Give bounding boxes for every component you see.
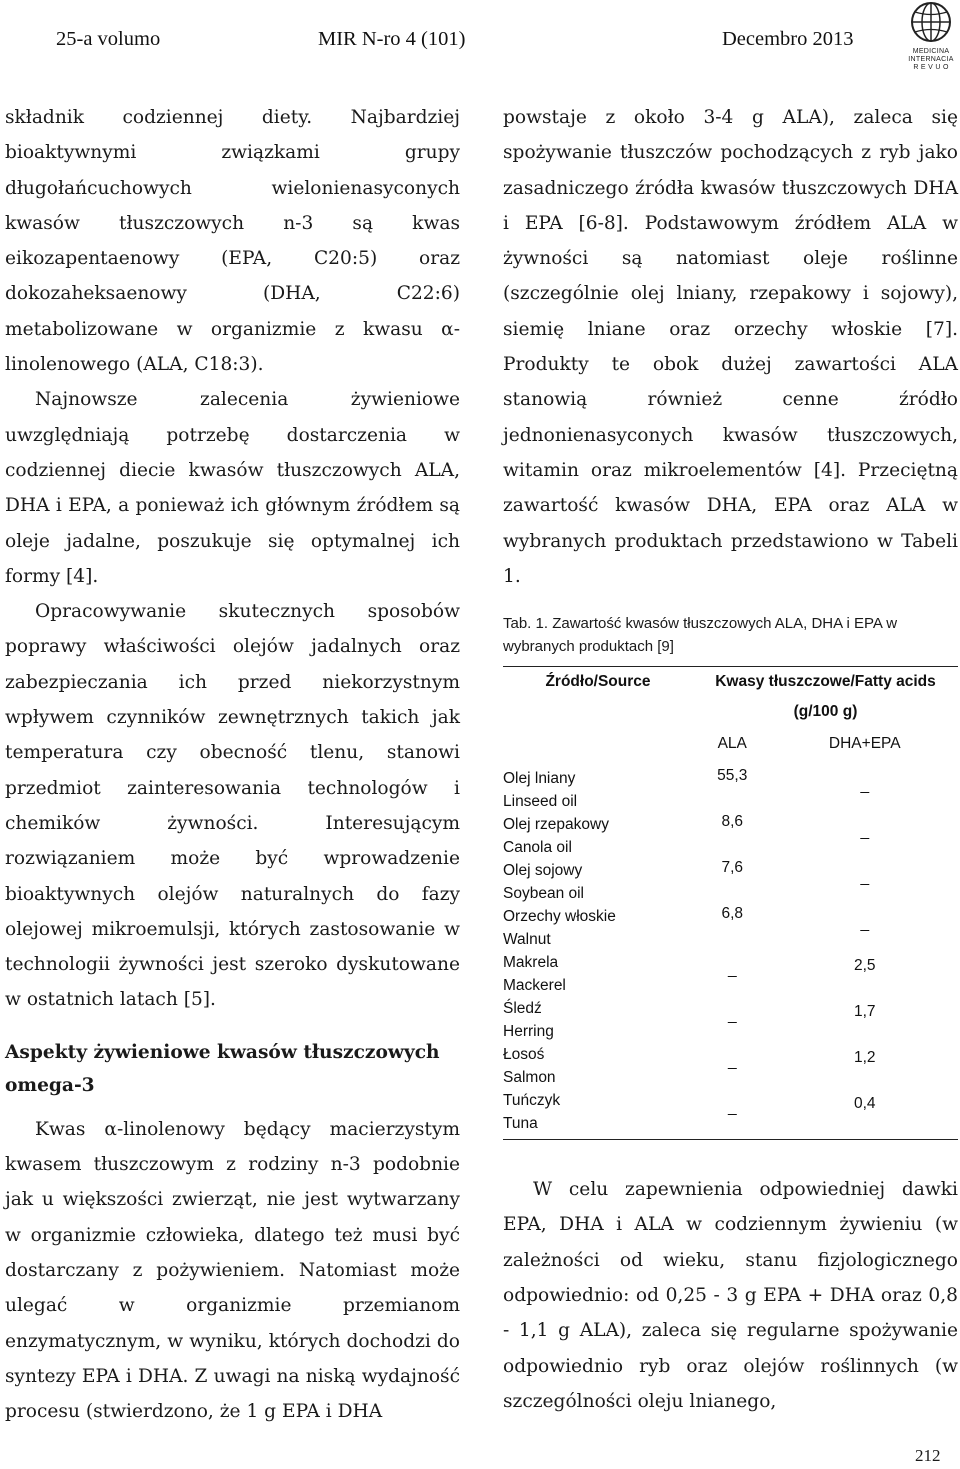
page-header — [0, 26, 960, 60]
table-row — [503, 813, 958, 859]
table-cell-dha-epa: 1,7 — [853, 1003, 876, 1021]
logo-line-2: INTERNACIA — [908, 56, 954, 63]
product-name-pl: Olej sojowy — [503, 862, 583, 880]
table-cell-dha-epa: _ — [860, 915, 870, 933]
table-cell-dha-epa: _ — [860, 823, 870, 841]
product-name-en: Linseed oil — [503, 793, 578, 811]
table-cell-ala: 55,3 — [717, 767, 748, 785]
table-cell-ala: 8,6 — [721, 813, 744, 831]
header-date: Decembro 2013 — [722, 28, 854, 50]
section-heading: Aspekty żywieniowe kwasów tłuszczowych omega-3 — [5, 1041, 440, 1096]
fatty-acids-table — [503, 666, 958, 1140]
right-paragraph-1: powstaje z około 3-4 g ALA), zaleca się spożywanie tłuszczów pochodzących z ryb jako zasadniczego źródła kwasów tłuszczowych DHA i EPA [6-8]. Podstawowym źródłem ALA w żywności są natomiast oleje roślinne (szczególnie olej lniany, rzepakowy i sojowy), siemię lniane oraz orzechy włoskie [7]. Produkty te obok dużej zawartości ALA stanowią również cenne źródło jednonienasyconych kwasów tłuszczowych, witamin oraz mikroelementów [4]. Przeciętną zawartość kwasów DHA, EPA oraz ALA w wybranych produktach przedstawiono w Tabeli 1. — [503, 107, 958, 587]
product-name-pl: Tuńczyk — [503, 1092, 561, 1110]
product-name-pl: Olej lniany — [503, 770, 576, 788]
product-name-pl: Śledź — [503, 1000, 542, 1018]
page-number: 212 — [915, 1446, 941, 1465]
table-body — [503, 767, 958, 1140]
table-row — [503, 951, 958, 997]
left-paragraph-1: składnik codziennej diety. Najbardziej bioaktywnymi związkami grupy długołańcuchowych wielonienasyconych kwasów tłuszczowych n-3 są kwas eikozapentaenowy (EPA, C20:5) oraz dokozaheksaenowy (DHA, C22:6) metabolizowane w organizmie z kwasu α-linolenowego (ALA, C18:3). — [5, 107, 460, 376]
left-paragraph-3: Opracowywanie skutecznych sposobów poprawy właściwości olejów jadalnych oraz zabezpieczania ich przed niekorzystnym wpływem czynników zewnętrznych takich jak temperatura czy obecność tlenu, stanowi przedmiot zainteresowania technologów i chemików żywności. Interesującym rozwiązaniem może być wprowadzenie bioaktywnych olejów naturalnych do fazy olejowej mikroemulsji, których zastosowanie w technologii żywności jest szeroko dyskutowane w ostatnich latach [5]. — [5, 601, 460, 1011]
table-cell-ala: _ — [727, 961, 737, 979]
product-name-en: Tuna — [503, 1115, 538, 1133]
table-cell-product — [503, 905, 693, 951]
right-paragraph-2: W celu zapewnienia odpowiedniej dawki EPA, DHA i ALA w codziennym żywieniu (w zależności od wieku, stanu fizjologicznego odpowiednio: od 0,25 - 3 g EPA + DHA oraz 0,8 - 1,1 g ALA), zaleca się regularne spożywanie odpowiednio ryb oraz olejów roślinnych (w szczególności oleju lnianego, — [503, 1179, 958, 1412]
product-name-en: Mackerel — [503, 977, 566, 995]
product-name-en: Salmon — [503, 1069, 556, 1087]
product-name-en: Herring — [503, 1023, 554, 1041]
table-cell-ala: _ — [727, 1007, 737, 1025]
table-cell-product — [503, 1089, 693, 1140]
table-cell-ala: 7,6 — [721, 859, 744, 877]
table-row — [503, 859, 958, 905]
table-cell-ala: _ — [727, 1053, 737, 1071]
table-row — [503, 1043, 958, 1089]
product-name-pl: Orzechy włoskie — [503, 908, 616, 926]
table-cell-product — [503, 951, 693, 997]
table-header-unit: (g/100 g) — [793, 703, 858, 721]
left-paragraph-4: Kwas α-linolenowy będący macierzystym kwasem tłuszczowym z rodziny n-3 podobnie jak u większości zwierząt, nie jest wytwarzany w organizmie człowieka, dlatego też musi być dostarczany z pożywieniem. Natomiast może ulegać w organizmie przemianom enzymatycznym, w wyniku, których dochodzi do syntezy EPA i DHA. Z uwagi na niską wydajność procesu (stwierdzono, że 1 g EPA i DHA — [5, 1118, 460, 1423]
product-name-pl: Łosoś — [503, 1046, 545, 1064]
table-header-source: Źródło/Source — [545, 673, 651, 691]
table-cell-dha-epa: 2,5 — [853, 957, 876, 975]
table-row — [503, 767, 958, 813]
table-cell-dha-epa: 0,4 — [853, 1095, 876, 1113]
product-name-en: Walnut — [503, 931, 551, 949]
right-column — [503, 100, 958, 1419]
table-cell-product — [503, 997, 693, 1043]
product-name-en: Soybean oil — [503, 885, 585, 903]
journal-logo — [906, 0, 956, 76]
globe-icon — [906, 0, 956, 44]
table-header-acids: Kwasy tłuszczowe/Fatty acids — [715, 673, 936, 691]
logo-line-1: MEDICINA — [912, 48, 950, 55]
header-volume: 25-a volumo — [56, 28, 161, 50]
table-cell-product — [503, 1043, 693, 1089]
table-cell-dha-epa: _ — [860, 869, 870, 887]
table-cell-product — [503, 859, 693, 905]
table-cell-ala: 6,8 — [721, 905, 744, 923]
table-row — [503, 1089, 958, 1140]
table-cell-dha-epa: _ — [860, 777, 870, 795]
table-caption: Tab. 1. Zawartość kwasów tłuszczowych ALA, DHA i EPA w wybranych produktach [9] — [503, 615, 898, 656]
table-cell-ala: _ — [727, 1099, 737, 1117]
table-header-dha-epa: DHA+EPA — [828, 735, 901, 753]
table-row — [503, 997, 958, 1043]
table-row — [503, 905, 958, 951]
product-name-pl: Makrela — [503, 954, 559, 972]
left-paragraph-2: Najnowsze zalecenia żywieniowe uwzględniają potrzebę dostarczenia w codziennej diecie kwasów tłuszczowych ALA, DHA i EPA, a ponieważ ich głównym źródłem są oleje jadalne, poszukuje się optymalnej ich formy [4]. — [5, 389, 460, 587]
table-cell-product — [503, 767, 693, 813]
header-journal: MIR N-ro 4 (101) — [318, 28, 466, 50]
table-header-ala: ALA — [717, 735, 747, 753]
table-cell-dha-epa: 1,2 — [853, 1049, 876, 1067]
table-cell-product — [503, 813, 693, 859]
product-name-pl: Olej rzepakowy — [503, 816, 609, 834]
logo-line-3: R E V U O — [913, 64, 949, 71]
product-name-en: Canola oil — [503, 839, 572, 857]
left-column — [5, 100, 460, 1429]
